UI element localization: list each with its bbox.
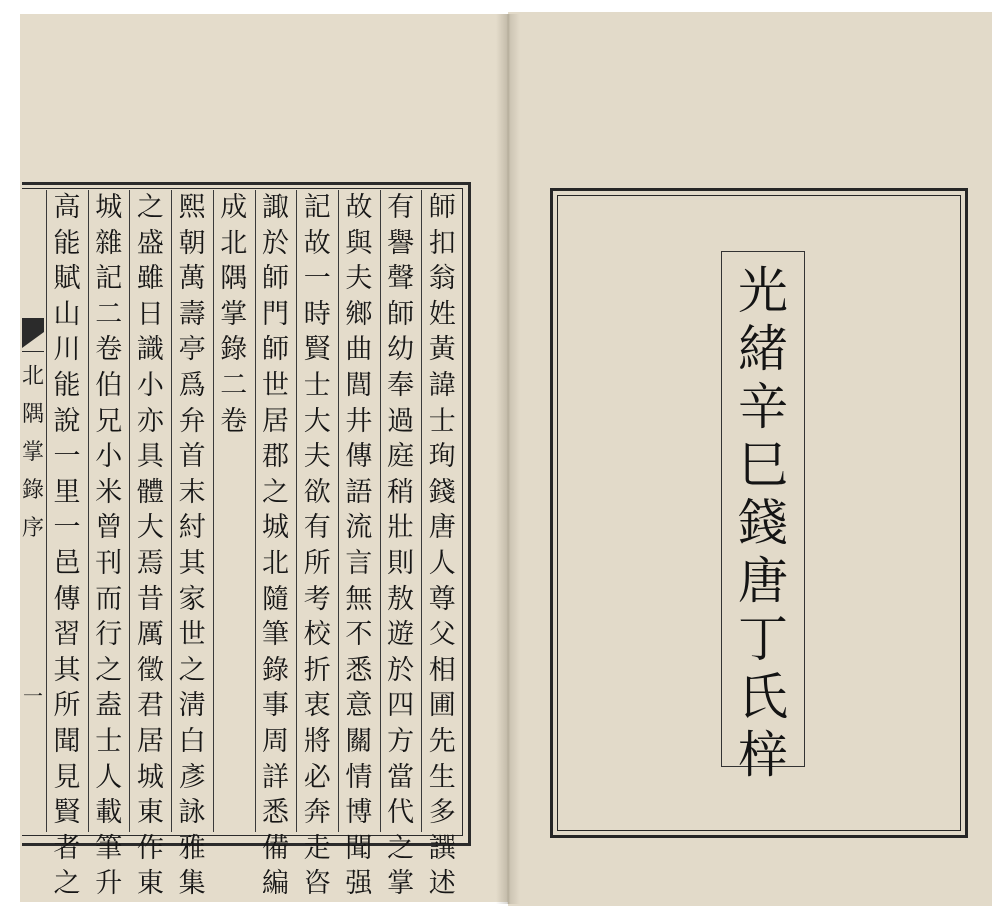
character: 博 [345,797,373,829]
character: 生 [428,761,456,793]
character: 不 [345,619,373,651]
character: 居 [262,405,289,437]
character: 故 [303,227,331,259]
character: 體 [136,476,164,508]
character: 川 [53,334,81,366]
character: 之 [262,476,289,508]
character: 奉 [387,369,415,401]
character: 賢 [303,334,331,366]
page-number: 一 [23,684,43,708]
character: 城 [262,512,289,544]
character: 翁 [428,263,456,295]
character: 傳 [53,583,81,615]
character: 士 [95,725,123,757]
character: 城 [95,192,123,223]
character: 諏 [262,192,289,223]
character: 說 [53,405,81,437]
character: 卷 [220,405,248,437]
character: 筆 [95,832,123,864]
character: 世 [178,619,206,651]
character: 曾 [95,512,123,544]
character: 姓 [428,298,456,330]
character: 士 [303,369,331,401]
title-character: 緒 [738,320,788,378]
character: 載 [95,797,123,829]
character: 師 [262,334,289,366]
character: 將 [303,725,331,757]
character: 東 [136,797,164,829]
title-character: 光 [738,262,788,320]
character: 兄 [95,405,123,437]
character: 卷 [95,334,123,366]
character: 小 [136,369,164,401]
character: 人 [95,761,123,793]
character: 閭 [345,369,373,401]
character: 遊 [387,619,415,651]
character: 語 [345,476,373,508]
character: 士 [428,405,456,437]
character: 傳 [345,441,373,473]
character: 無 [345,583,373,615]
character: 咨 [303,868,331,900]
character: 焉 [136,547,164,579]
character: 悉 [345,654,373,686]
character: 先 [428,725,456,757]
character: 伯 [95,369,123,401]
character: 筆 [262,619,289,651]
character: 日 [136,298,164,330]
character: 代 [387,797,415,829]
character: 四 [387,690,415,722]
character: 城 [136,761,164,793]
character: 里 [53,476,81,508]
text-column [296,190,337,900]
character: 井 [345,405,373,437]
title-character: 唐 [738,552,788,610]
character: 譽 [387,227,415,259]
character: 雖 [136,263,164,295]
text-column [171,190,212,900]
character: 末 [178,476,206,508]
fold-title-char: 序 [22,516,45,541]
character: 父 [428,619,456,651]
character: 於 [387,654,415,686]
character: 掌 [220,298,248,330]
character: 聞 [345,832,373,864]
character: 高 [53,192,81,223]
character: 黃 [428,334,456,366]
character: 情 [345,761,373,793]
character: 一 [53,512,81,544]
character: 北 [262,547,289,579]
character: 具 [136,441,164,473]
character: 賢 [53,797,81,829]
character: 過 [387,405,415,437]
character: 錄 [220,334,248,366]
character: 弁 [178,405,206,437]
character: 刊 [95,547,123,579]
text-column [46,190,87,900]
character: 走 [303,832,331,864]
fish-tail-ornament [22,318,44,352]
character: 之 [136,192,164,223]
character: 譔 [428,832,456,864]
character: 之 [95,654,123,686]
character: 賦 [53,263,81,295]
character: 彥 [178,761,206,793]
character: 唐 [428,512,456,544]
imprint-title-box [721,251,805,784]
character: 周 [262,725,289,757]
character: 二 [220,369,248,401]
character: 成 [220,192,248,223]
text-column [129,190,170,900]
character: 諱 [428,369,456,401]
text-column [255,190,296,900]
character: 夫 [345,263,373,295]
character: 作 [136,832,164,864]
character: 君 [136,690,164,722]
character: 述 [428,868,456,900]
character: 所 [53,690,81,722]
character: 則 [387,547,415,579]
character: 師 [428,192,456,223]
text-column [88,190,129,900]
character: 壽 [178,298,206,330]
character: 者 [53,832,81,864]
character: 圃 [428,690,456,722]
character: 郡 [262,441,289,473]
fold-title-char: 掌 [22,440,45,465]
character: 關 [345,725,373,757]
character: 東 [136,868,164,900]
character: 詠 [178,797,206,829]
character: 錢 [428,476,456,508]
character: 雅 [178,832,206,864]
character: 爲 [178,369,206,401]
character: 山 [53,298,81,330]
character: 居 [136,725,164,757]
character: 鄉 [345,298,373,330]
character: 有 [387,192,415,223]
character: 有 [303,512,331,544]
character: 掌 [387,868,415,900]
character: 珣 [428,441,456,473]
character: 必 [303,761,331,793]
character: 事 [262,690,289,722]
character: 夫 [303,441,331,473]
title-character: 巳 [738,436,788,494]
character: 北 [220,227,248,259]
character: 邑 [53,547,81,579]
character: 多 [428,797,456,829]
character: 壯 [387,512,415,544]
character: 一 [53,441,81,473]
character: 當 [387,761,415,793]
character: 相 [428,654,456,686]
fold-title-char: 錄 [22,478,45,503]
character: 米 [95,476,123,508]
character: 首 [178,441,206,473]
character: 奔 [303,797,331,829]
character: 欲 [303,476,331,508]
character: 小 [95,441,123,473]
character: 之 [387,832,415,864]
character: 備 [262,832,289,864]
character: 家 [178,583,206,615]
character: 衷 [303,690,331,722]
character: 詳 [262,761,289,793]
character: 之 [178,654,206,686]
character: 習 [53,619,81,651]
character: 隨 [262,583,289,615]
text-column [213,190,254,832]
character: 紂 [178,512,206,544]
character: 徵 [136,654,164,686]
character: 大 [136,512,164,544]
character: 人 [428,547,456,579]
character: 見 [53,761,81,793]
character: 强 [345,868,373,900]
character: 師 [387,298,415,330]
character: 雜 [95,227,123,259]
character: 熙 [178,192,206,223]
character: 世 [262,369,289,401]
character: 集 [178,868,206,900]
character: 幼 [387,334,415,366]
character: 萬 [178,263,206,295]
character: 聞 [53,725,81,757]
character: 與 [345,227,373,259]
title-character: 丁 [738,610,788,668]
character: 能 [53,369,81,401]
character: 識 [136,334,164,366]
character: 折 [303,654,331,686]
character: 扣 [428,227,456,259]
character: 一 [303,263,331,295]
character: 庭 [387,441,415,473]
title-character: 辛 [738,378,788,436]
title-character: 氏 [738,668,788,726]
fold-title-char: 隅 [22,402,45,427]
character: 考 [303,583,331,615]
character: 盛 [136,227,164,259]
character: 時 [303,298,331,330]
character: 所 [303,547,331,579]
title-character: 錢 [738,494,788,552]
character: 白 [178,725,206,757]
text-column [421,190,462,900]
character: 師 [262,263,289,295]
text-column [380,190,421,900]
text-column [338,190,379,900]
character: 尊 [428,583,456,615]
title-character: 梓 [738,726,788,784]
character: 盍 [95,690,123,722]
character: 其 [53,654,81,686]
character: 大 [303,405,331,437]
character: 隅 [220,263,248,295]
character: 於 [262,227,289,259]
character: 編 [262,868,289,900]
character: 故 [345,192,373,223]
character: 之 [53,868,81,900]
character: 曲 [345,334,373,366]
character: 能 [53,227,81,259]
character: 校 [303,619,331,651]
character: 升 [95,868,123,900]
character: 而 [95,583,123,615]
character: 方 [387,725,415,757]
character: 行 [95,619,123,651]
character: 敖 [387,583,415,615]
character: 淸 [178,690,206,722]
character: 其 [178,547,206,579]
character: 記 [95,263,123,295]
character: 朝 [178,227,206,259]
character: 厲 [136,619,164,651]
character: 二 [95,298,123,330]
character: 昔 [136,583,164,615]
fold-title-char: 北 [22,364,45,389]
character: 言 [345,547,373,579]
character: 亭 [178,334,206,366]
fold-title [22,358,44,548]
character: 亦 [136,405,164,437]
character: 流 [345,512,373,544]
character: 記 [303,192,331,223]
character: 聲 [387,263,415,295]
character: 悉 [262,797,289,829]
character: 錄 [262,654,289,686]
character: 稍 [387,476,415,508]
character: 門 [262,298,289,330]
book-gutter [496,14,520,904]
character: 意 [345,690,373,722]
